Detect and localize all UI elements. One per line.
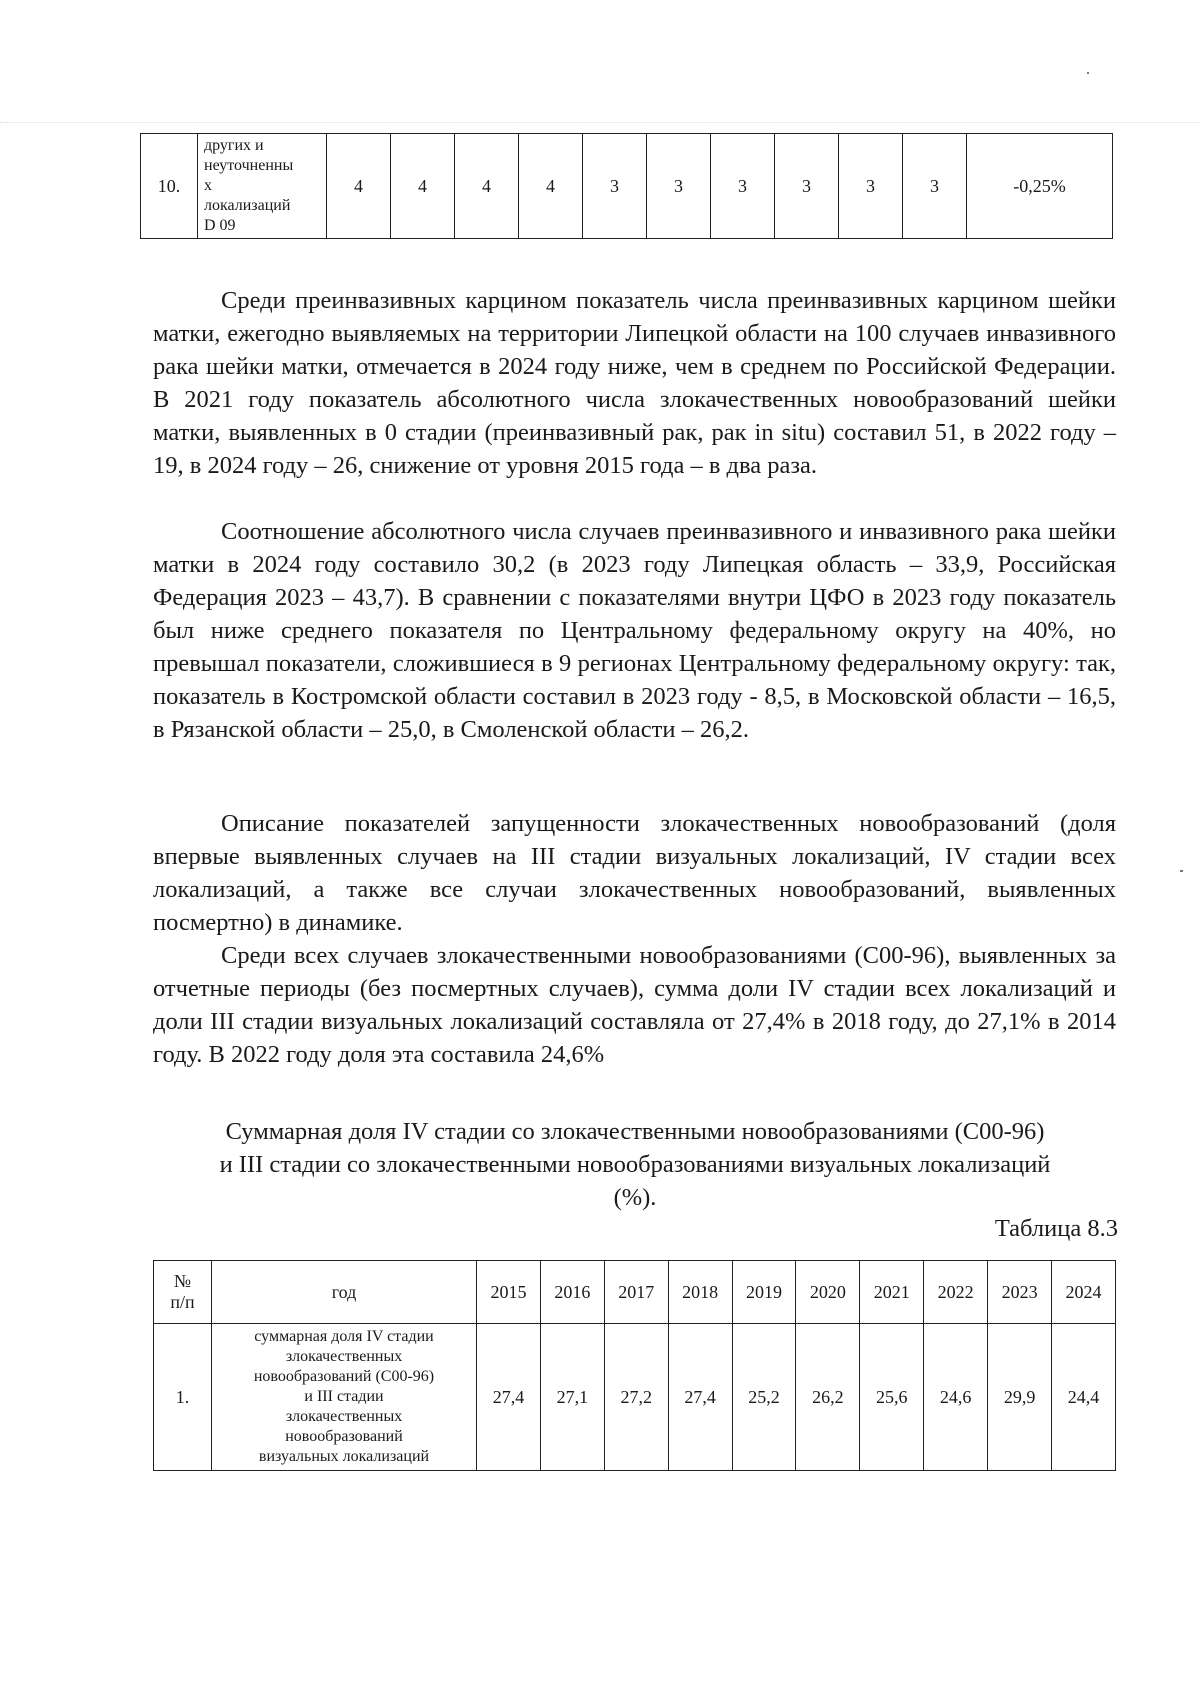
- paragraph-ratio: Соотношение абсолютного числа случаев преинвазивного и инвазивного рака шейки матки в 2024 году составило 30,2 (в 2023 году Липецкая область – 33,9, Российская Федерация 2023 – 43,7). В сравнении с показателями внутри ЦФО в 2023 году показатель был ниже среднего показателя по Центральному федеральному округу на 40%, но превышал показатели, сложившиеся в 9 регионах Центральному федеральному округу: так, показатель в Костромской области составил в 2023 году - 8,5, в Московской области – 16,5, в Рязанской области – 25,0, в Смоленской области – 26,2.: [153, 518, 1116, 743]
- table-cell: 3: [903, 134, 967, 239]
- table-header-row: [154, 1261, 1116, 1324]
- header-year: 2018: [668, 1261, 732, 1324]
- header-year: 2017: [604, 1261, 668, 1324]
- table-cell: 3: [647, 134, 711, 239]
- table-cell: 27,4: [477, 1324, 541, 1471]
- table-cell: 26,2: [796, 1324, 860, 1471]
- table-cell: 29,9: [988, 1324, 1052, 1471]
- header-year: 2021: [860, 1261, 924, 1324]
- table-cell: 3: [583, 134, 647, 239]
- scan-speck: [1180, 870, 1183, 872]
- table-row: [154, 1324, 1116, 1471]
- continued-table: [140, 133, 1113, 239]
- table-cell: 25,6: [860, 1324, 924, 1471]
- row-name: других и неуточненны х локализаций D 09: [198, 134, 327, 239]
- paragraph-description: Описание показателей запущенности злокачественных новообразований (доля впервые выявленных случаев на III стадии визуальных локализаций, IV стадии всех локализаций, а также все случаи злокачественных новообразований, выявленных посмертно) в динамике.: [153, 810, 1116, 936]
- paragraph-preinvasive: Среди преинвазивных карцином показатель числа преинвазивных карцином шейки матки, ежегодно выявляемых на территории Липецкой области на 100 случаев инвазивного рака шейки матки, отмечается в 2024 году ниже, чем в среднем по Российской Федерации. В 2021 году показатель абсолютного числа злокачественных новообразований шейки матки, выявленных в 0 стадии (преинвазивный рак, рак in situ) составил 51, в 2022 году – 19, в 2024 году – 26, снижение от уровня 2015 года – в два раза.: [153, 287, 1116, 479]
- table-cell: 4: [519, 134, 583, 239]
- table-cell: 4: [327, 134, 391, 239]
- table-row: [141, 134, 1113, 239]
- table-cell: 27,1: [540, 1324, 604, 1471]
- header-year: 2022: [924, 1261, 988, 1324]
- scan-edge-line: [0, 122, 1200, 123]
- header-year: 2020: [796, 1261, 860, 1324]
- row-label: суммарная доля IV стадии злокачественных новообразований (C00-96) и III стадии злокачественных новообразований визуальных локализаций: [212, 1324, 477, 1471]
- change-cell: -0,25%: [967, 134, 1113, 239]
- table-caption: Суммарная доля IV стадии со злокачественными новообразованиями (C00-96) и III стадии со злокачественными новообразованиями визуальных локализаций (%).: [219, 1118, 1051, 1211]
- paragraph-share: Среди всех случаев злокачественными новообразованиями (C00-96), выявленных за отчетные периоды (без посмертных случаев), сумма доли IV стадии всех локализаций и доли III стадии визуальных локализаций составляла от 27,4% в 2018 году, до 27,1% в 2014 году. В 2022 году доля эта составила 24,6%: [153, 942, 1116, 1068]
- header-year: 2023: [988, 1261, 1052, 1324]
- table-cell: 3: [839, 134, 903, 239]
- table-cell: 27,2: [604, 1324, 668, 1471]
- table-cell: 24,6: [924, 1324, 988, 1471]
- table-cell: 4: [391, 134, 455, 239]
- table-cell: 27,4: [668, 1324, 732, 1471]
- table-cell: 4: [455, 134, 519, 239]
- header-year: 2019: [732, 1261, 796, 1324]
- table-cell: 3: [775, 134, 839, 239]
- header-number: № п/п: [154, 1261, 212, 1324]
- scan-speck: [1087, 72, 1089, 74]
- table-number-label: Таблица 8.3: [994, 1215, 1118, 1242]
- stage-share-table: [153, 1260, 1116, 1471]
- header-year-label: год: [212, 1261, 477, 1324]
- table-cell: 24,4: [1052, 1324, 1116, 1471]
- row-number: 1.: [154, 1324, 212, 1471]
- header-year: 2024: [1052, 1261, 1116, 1324]
- table-cell: 25,2: [732, 1324, 796, 1471]
- table-cell: 3: [711, 134, 775, 239]
- row-number: 10.: [141, 134, 198, 239]
- header-year: 2016: [540, 1261, 604, 1324]
- header-year: 2015: [477, 1261, 541, 1324]
